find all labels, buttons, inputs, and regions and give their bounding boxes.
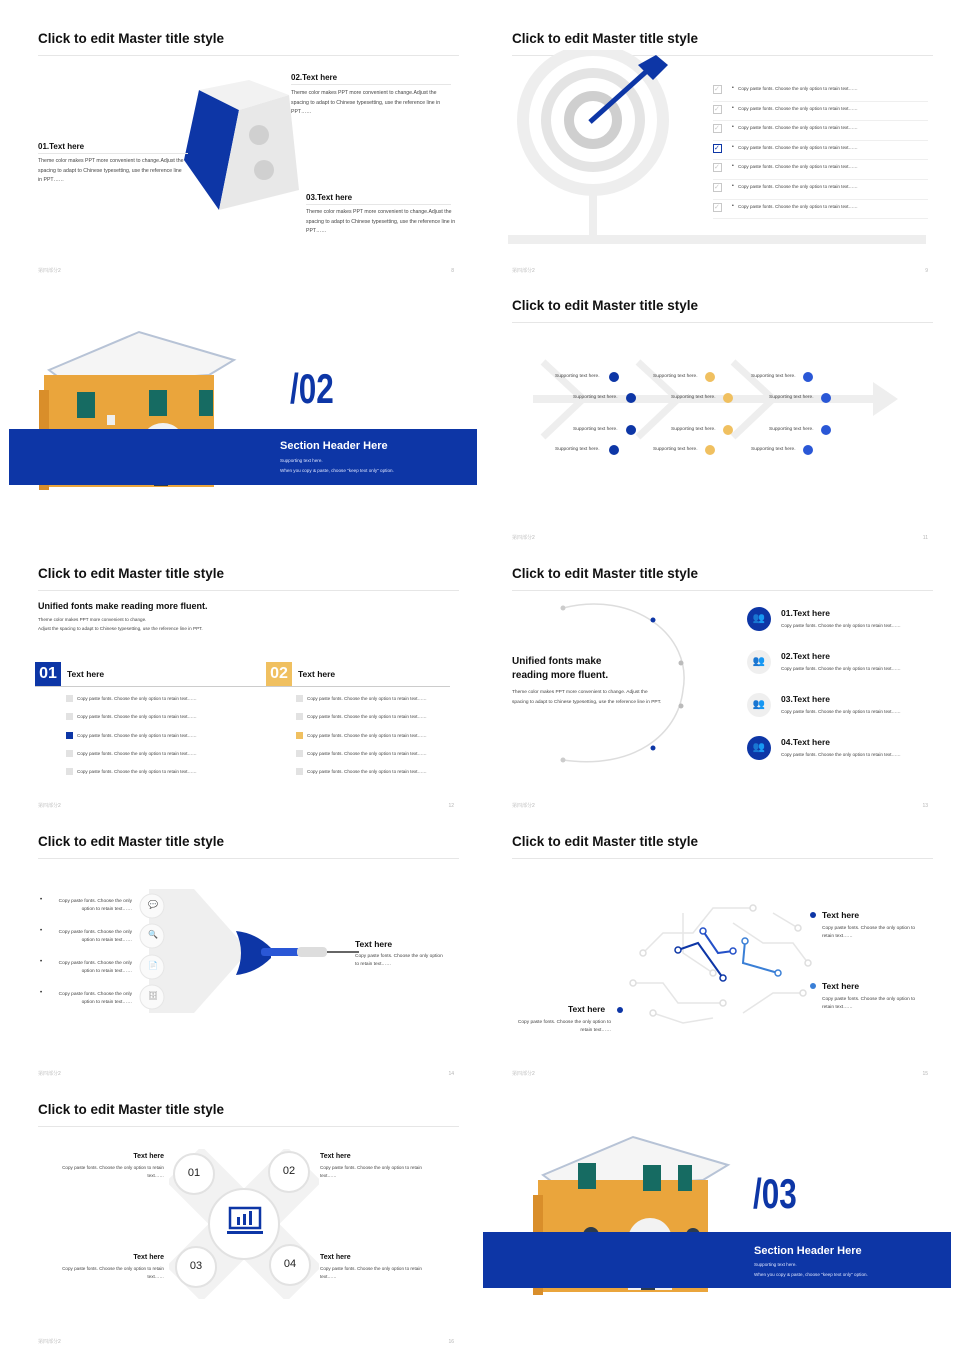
checklist-label: Copy paste fonts. Choose the only option to retain text……	[738, 164, 858, 170]
title-rule	[38, 590, 459, 591]
checkbox-icon: ✓	[713, 124, 722, 133]
column-label: Text here	[298, 669, 336, 679]
fishbone-dot	[803, 445, 813, 455]
column-label: Text here	[67, 669, 105, 679]
list-item: Copy paste fonts. Choose the only option to retain text……	[307, 696, 427, 701]
bullet-dot	[617, 1007, 623, 1013]
section-number: /02	[290, 365, 334, 412]
fishbone-label: Supporting text here.	[769, 395, 814, 400]
item-title: Text here	[822, 910, 860, 920]
title-rule	[512, 858, 933, 859]
intro-text: Adjust the spacing to adapt to Chinese typesetting, use the reference line in PPT.	[38, 626, 203, 631]
list-item: Copy paste fonts. Choose the only option to retain text……	[77, 696, 197, 701]
bullet-dot	[810, 912, 816, 918]
fishbone-label: Supporting text here.	[555, 447, 600, 452]
page-number: 12	[448, 803, 454, 809]
section-slide-03	[483, 1090, 951, 1300]
fishbone-dot	[626, 393, 636, 403]
fishbone-label: Supporting text here.	[769, 427, 814, 432]
title-rule	[38, 55, 459, 56]
section-subtitle: When you copy & paste, choose "keep text only" option.	[280, 468, 394, 473]
bullet-dot	[810, 983, 816, 989]
slide-8	[9, 20, 483, 280]
item-body: Copy paste fonts. Choose the only option to retain text……	[355, 954, 443, 967]
section-subtitle: Supporting text here.	[280, 458, 323, 463]
checkbox-icon: ✓	[713, 85, 722, 94]
item-title: Text here	[320, 1254, 351, 1261]
item-title: 01.Text here	[38, 142, 85, 151]
checklist-row	[713, 141, 928, 161]
step-number: 04	[283, 1258, 297, 1270]
slide-13	[483, 555, 957, 815]
footer-label: 第四部分2	[512, 268, 535, 274]
team-icon: 👥	[747, 607, 771, 631]
fishbone-dot	[723, 425, 733, 435]
intro-text: Theme color makes PPT more convenient to change.	[38, 617, 147, 622]
checkbox-icon	[296, 732, 303, 739]
fishbone-label: Supporting text here.	[671, 395, 716, 400]
fishbone-label: Supporting text here.	[751, 374, 796, 379]
checkbox-icon	[66, 695, 73, 702]
body-text: Theme color makes PPT more convenient to change. Adjust the spacing to adapt to Chinese typesetting, use the reference line in PPT.	[512, 690, 662, 705]
footer-label: 第四部分2	[38, 1071, 61, 1077]
checkbox-icon: ✓	[713, 203, 722, 212]
document-icon: 📄	[148, 961, 158, 970]
slide-9	[483, 20, 957, 280]
step-number: 02	[282, 1165, 296, 1177]
checklist-label: Copy paste fonts. Choose the only option to retain text……	[738, 86, 858, 91]
bullet-text: Copy paste fonts. Choose the only option to retain text……	[58, 899, 132, 912]
bullet-text: Copy paste fonts. Choose the only option to retain text……	[58, 992, 132, 1005]
item-body: Copy paste fonts. Choose the only option to retain text……	[781, 666, 901, 671]
checkbox-icon: ✓	[713, 105, 722, 114]
step-number: 03	[189, 1260, 203, 1272]
page-number: 14	[448, 1071, 454, 1077]
search-icon: 🔍	[148, 930, 158, 939]
item-body: Copy paste fonts. Choose the only option to retain text……	[781, 623, 901, 628]
section-band	[483, 1232, 951, 1288]
footer-label: 第四部分2	[512, 803, 535, 809]
list-item: Copy paste fonts. Choose the only option to retain text……	[77, 714, 197, 720]
checklist-row	[713, 200, 928, 220]
checkbox-icon	[296, 713, 303, 720]
circuit-brain-graphic	[623, 893, 823, 1033]
team-icon: 👥	[747, 693, 771, 717]
item-body: Copy paste fonts. Choose the only option to retain text……	[320, 1266, 422, 1279]
title-rule	[38, 1126, 459, 1127]
item-body: Theme color makes PPT more convenient to change.Adjust the spacing to adapt to Chinese typesetting, use the reference line in PPT……	[38, 158, 184, 183]
fishbone-label: Supporting text here.	[671, 427, 716, 432]
list-item: Copy paste fonts. Choose the only option to retain text……	[307, 769, 427, 775]
divider	[35, 686, 450, 687]
chat-icon: 💬	[148, 900, 158, 909]
slide-title: Click to edit Master title style	[38, 834, 225, 849]
section-subtitle: Supporting text here.	[754, 1262, 797, 1267]
headline: Unified fonts make reading more fluent.	[38, 601, 208, 611]
footer-label: 第四部分2	[38, 1339, 61, 1345]
fishbone-label: Supporting text here.	[573, 395, 618, 400]
item-body: Copy paste fonts. Choose the only option to retain text……	[822, 926, 916, 939]
fishbone-dot	[609, 372, 619, 382]
section-title: Section Header Here	[280, 440, 388, 452]
section-subtitle: When you copy & paste, choose "keep text only" option.	[754, 1272, 868, 1277]
item-body: Copy paste fonts. Choose the only option to retain text……	[781, 709, 901, 714]
item-body: Copy paste fonts. Choose the only option to retain text……	[62, 1266, 164, 1279]
checkbox-icon	[66, 768, 73, 775]
page-number: 13	[922, 803, 928, 809]
divider	[306, 204, 451, 205]
fishbone-label: Supporting text here.	[555, 374, 600, 379]
bullet-dot: •	[40, 959, 43, 965]
checklist-label: Copy paste fonts. Choose the only option to retain text……	[738, 144, 858, 150]
checklist-row	[713, 121, 928, 141]
item-title: 02.Text here	[291, 73, 338, 82]
slide-title: Click to edit Master title style	[38, 1102, 225, 1117]
fishbone-label: Supporting text here.	[751, 447, 796, 452]
page-number: 16	[448, 1339, 454, 1345]
dart-icon	[231, 923, 361, 983]
slide-14	[9, 823, 483, 1083]
bar-chart-icon	[227, 1206, 263, 1236]
item-body: Copy paste fonts. Choose the only option to retain text……	[62, 1165, 164, 1178]
fishbone-arrow	[533, 357, 913, 447]
page-number: 11	[922, 535, 928, 541]
checklist-label: Copy paste fonts. Choose the only option to retain text……	[738, 125, 858, 131]
checkbox-icon	[66, 732, 73, 739]
divider	[291, 84, 451, 85]
item-title: 03.Text here	[781, 694, 830, 704]
slide-title: Click to edit Master title style	[38, 566, 225, 581]
list-item: Copy paste fonts. Choose the only option to retain text……	[77, 732, 197, 738]
fishbone-label: Supporting text here.	[653, 374, 698, 379]
footer-label: 第四部分2	[512, 1071, 535, 1077]
item-title: 02.Text here	[781, 651, 830, 661]
checkbox-icon: ✓	[713, 163, 722, 172]
slide-title: Click to edit Master title style	[512, 566, 699, 581]
page-number: 15	[922, 1071, 928, 1077]
slide-12	[9, 555, 483, 815]
bullet-dot: •	[40, 897, 43, 903]
list-item: Copy paste fonts. Choose the only option to retain text……	[307, 750, 427, 756]
footer-label: 第四部分2	[38, 268, 61, 274]
checkbox-icon: ✓	[713, 183, 722, 192]
item-title: Text here	[133, 1254, 164, 1261]
section-number: /03	[753, 1170, 797, 1217]
fishbone-label: Supporting text here.	[653, 447, 698, 452]
slide-title: Click to edit Master title style	[512, 834, 699, 849]
team-icon: 👥	[747, 650, 771, 674]
fishbone-dot	[803, 372, 813, 382]
item-title: 03.Text here	[306, 193, 353, 202]
checklist-row	[713, 82, 928, 102]
arc-graphic	[553, 595, 693, 775]
title-rule	[38, 858, 459, 859]
item-body: Copy paste fonts. Choose the only option to retain text……	[320, 1165, 422, 1178]
checkbox-icon	[296, 695, 303, 702]
headline: reading more fluent.	[512, 670, 609, 681]
checklist	[713, 82, 928, 219]
bullet-dot: •	[40, 928, 43, 934]
footer-label: 第四部分2	[512, 535, 535, 541]
section-title: Section Header Here	[754, 1245, 862, 1257]
team-icon: 👥	[747, 736, 771, 760]
slide-11	[483, 287, 957, 547]
column-number-badge: 02	[266, 662, 292, 686]
section-slide-02	[9, 285, 477, 495]
fishbone-label: Supporting text here.	[573, 427, 618, 432]
checkbox-icon	[296, 750, 303, 757]
database-icon: 🗄	[148, 991, 159, 1000]
title-rule	[512, 590, 933, 591]
fishbone-dot	[705, 372, 715, 382]
page-number: 9	[925, 268, 928, 274]
item-title: 01.Text here	[781, 608, 830, 618]
checklist-row	[713, 180, 928, 200]
checklist-label: Copy paste fonts. Choose the only option to retain text……	[738, 105, 858, 111]
list-item: Copy paste fonts. Choose the only option to retain text……	[307, 732, 427, 738]
item-title: Text here	[355, 939, 393, 949]
item-body: Theme color makes PPT more convenient to change.Adjust the spacing to adapt to Chinese typesetting, use the reference line in PPT……	[306, 209, 456, 234]
list-item: Copy paste fonts. Choose the only option to retain text……	[307, 714, 427, 720]
slide-16	[9, 1091, 483, 1351]
bullet-dot: •	[732, 182, 734, 189]
checklist-label: Copy paste fonts. Choose the only option to retain text……	[738, 203, 858, 209]
bullet-text: Copy paste fonts. Choose the only option to retain text……	[58, 930, 132, 943]
item-title: Text here	[568, 1004, 606, 1014]
bullet-dot: •	[732, 85, 734, 91]
slide-title: Click to edit Master title style	[512, 31, 699, 46]
bullet-dot: •	[40, 990, 43, 996]
fishbone-dot	[626, 425, 636, 435]
bullet-dot: •	[732, 124, 734, 131]
checkbox-icon: ✓	[713, 144, 722, 153]
bullet-dot: •	[732, 104, 734, 111]
bullet-dot: •	[732, 202, 734, 209]
item-body: Copy paste fonts. Choose the only option to retain text……	[822, 997, 916, 1010]
checklist-row	[713, 102, 928, 122]
checkbox-icon	[66, 713, 73, 720]
page-number: 8	[451, 268, 454, 274]
divider	[38, 153, 188, 154]
checklist-items	[713, 82, 928, 219]
item-title: Text here	[320, 1153, 351, 1160]
footer-label: 第四部分2	[38, 803, 61, 809]
fishbone-dot	[821, 393, 831, 403]
bullet-dot: •	[732, 143, 734, 150]
title-rule	[512, 322, 933, 323]
item-body: Copy paste fonts. Choose the only option to retain text……	[781, 752, 901, 757]
step-number: 01	[187, 1167, 201, 1179]
checkbox-icon	[296, 768, 303, 775]
item-body: Theme color makes PPT more convenient to change.Adjust the spacing to adapt to Chinese typesetting, use the reference line in PPT……	[291, 90, 441, 115]
headline: Unified fonts make	[512, 656, 602, 667]
checkbox-icon	[66, 750, 73, 757]
list-item: Copy paste fonts. Choose the only option to retain text……	[77, 769, 197, 775]
slide-title: Click to edit Master title style	[512, 298, 699, 313]
fishbone-dot	[723, 393, 733, 403]
slide-title: Click to edit Master title style	[38, 31, 225, 46]
list-item: Copy paste fonts. Choose the only option to retain text……	[77, 750, 197, 756]
fishbone-dot	[821, 425, 831, 435]
checklist-label: Copy paste fonts. Choose the only option to retain text……	[738, 183, 858, 189]
checklist-row	[713, 160, 928, 180]
fishbone-dot	[705, 445, 715, 455]
slide-15	[483, 823, 957, 1083]
bullet-text: Copy paste fonts. Choose the only option to retain text……	[58, 961, 132, 974]
item-title: Text here	[133, 1153, 164, 1160]
section-band	[9, 429, 477, 485]
item-body: Copy paste fonts. Choose the only option to retain text……	[517, 1020, 611, 1033]
item-title: 04.Text here	[781, 737, 830, 747]
item-title: Text here	[822, 981, 860, 991]
bullet-dot: •	[732, 163, 734, 170]
column-number-badge: 01	[35, 662, 61, 686]
fishbone-dot	[609, 445, 619, 455]
